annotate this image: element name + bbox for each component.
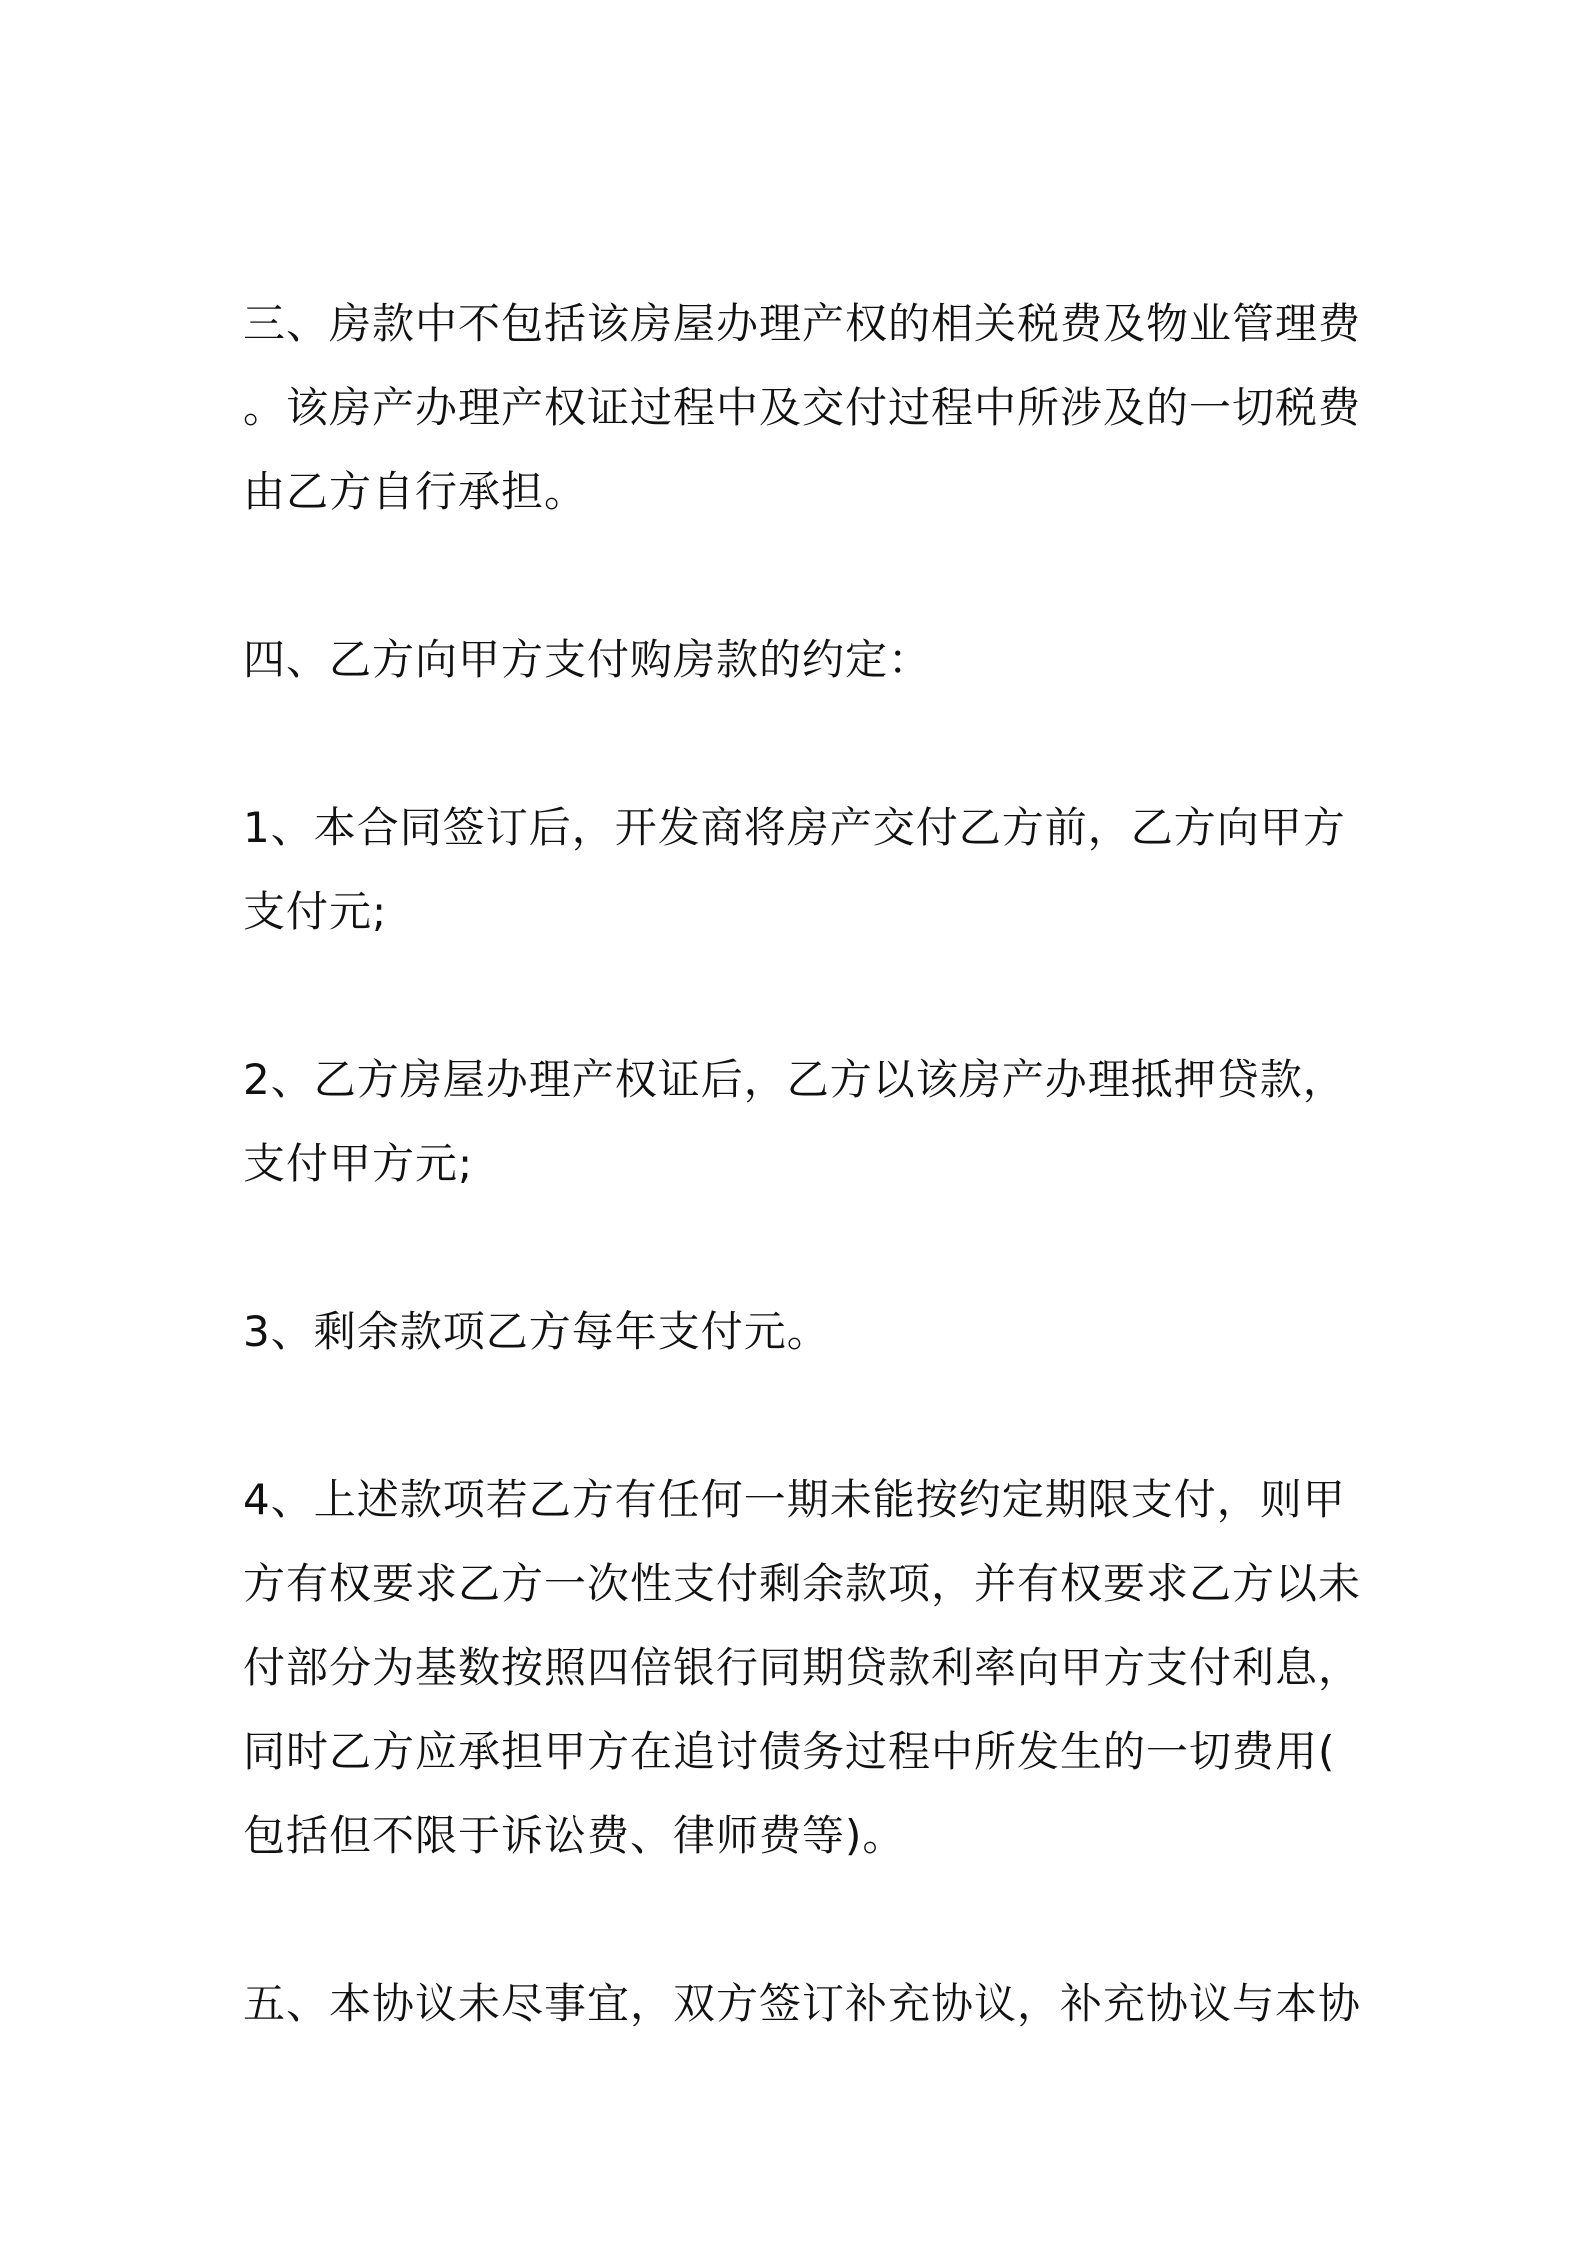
clause-4-2-paragraph bbox=[243, 1038, 1363, 1206]
text-line: 四、乙方向甲方支付购房款的约定： bbox=[243, 635, 932, 684]
clause-4-4-paragraph bbox=[243, 1458, 1363, 1878]
clause-4-heading bbox=[243, 618, 1363, 702]
text-line: 支付元; bbox=[243, 887, 388, 936]
document-body bbox=[243, 282, 1363, 2046]
text-line: 2、乙方房屋办理产权证后，乙方以该房产办理抵押贷款， bbox=[243, 1055, 1346, 1104]
text-line: 方有权要求乙方一次性支付剩余款项，并有权要求乙方以未 bbox=[243, 1559, 1362, 1608]
text-line: 支付甲方元; bbox=[243, 1139, 474, 1188]
clause-4-1-paragraph bbox=[243, 786, 1363, 954]
text-line: 五、本协议未尽事宜，双方签订补充协议，补充协议与本协 bbox=[243, 1979, 1362, 2028]
paragraph-gap bbox=[243, 702, 1363, 786]
text-line: 三、房款中不包括该房屋办理产权的相关税费及物业管理费 bbox=[243, 299, 1362, 348]
text-line: 包括但不限于诉讼费、律师费等)。 bbox=[243, 1811, 906, 1860]
text-line: 由乙方自行承担。 bbox=[243, 467, 588, 516]
paragraph-gap bbox=[243, 534, 1363, 618]
clause-5-paragraph bbox=[243, 1962, 1363, 2046]
text-line: 4、上述款项若乙方有任何一期未能按约定期限支付，则甲 bbox=[243, 1475, 1346, 1524]
paragraph-gap bbox=[243, 1374, 1363, 1458]
text-line: 同时乙方应承担甲方在追讨债务过程中所发生的一切费用( bbox=[243, 1727, 1336, 1776]
clause-4-3-paragraph bbox=[243, 1290, 1363, 1374]
paragraph-gap bbox=[243, 1206, 1363, 1290]
clause-3-paragraph bbox=[243, 282, 1363, 534]
paragraph-gap bbox=[243, 1878, 1363, 1962]
text-line: 1、本合同签订后，开发商将房产交付乙方前，乙方向甲方 bbox=[243, 803, 1346, 852]
text-line: 3、剩余款项乙方每年支付元。 bbox=[243, 1307, 830, 1356]
paragraph-gap bbox=[243, 954, 1363, 1038]
text-line: 付部分为基数按照四倍银行同期贷款利率向甲方支付利息， bbox=[243, 1643, 1362, 1692]
text-line: 。该房产办理产权证过程中及交付过程中所涉及的一切税费 bbox=[243, 383, 1362, 432]
